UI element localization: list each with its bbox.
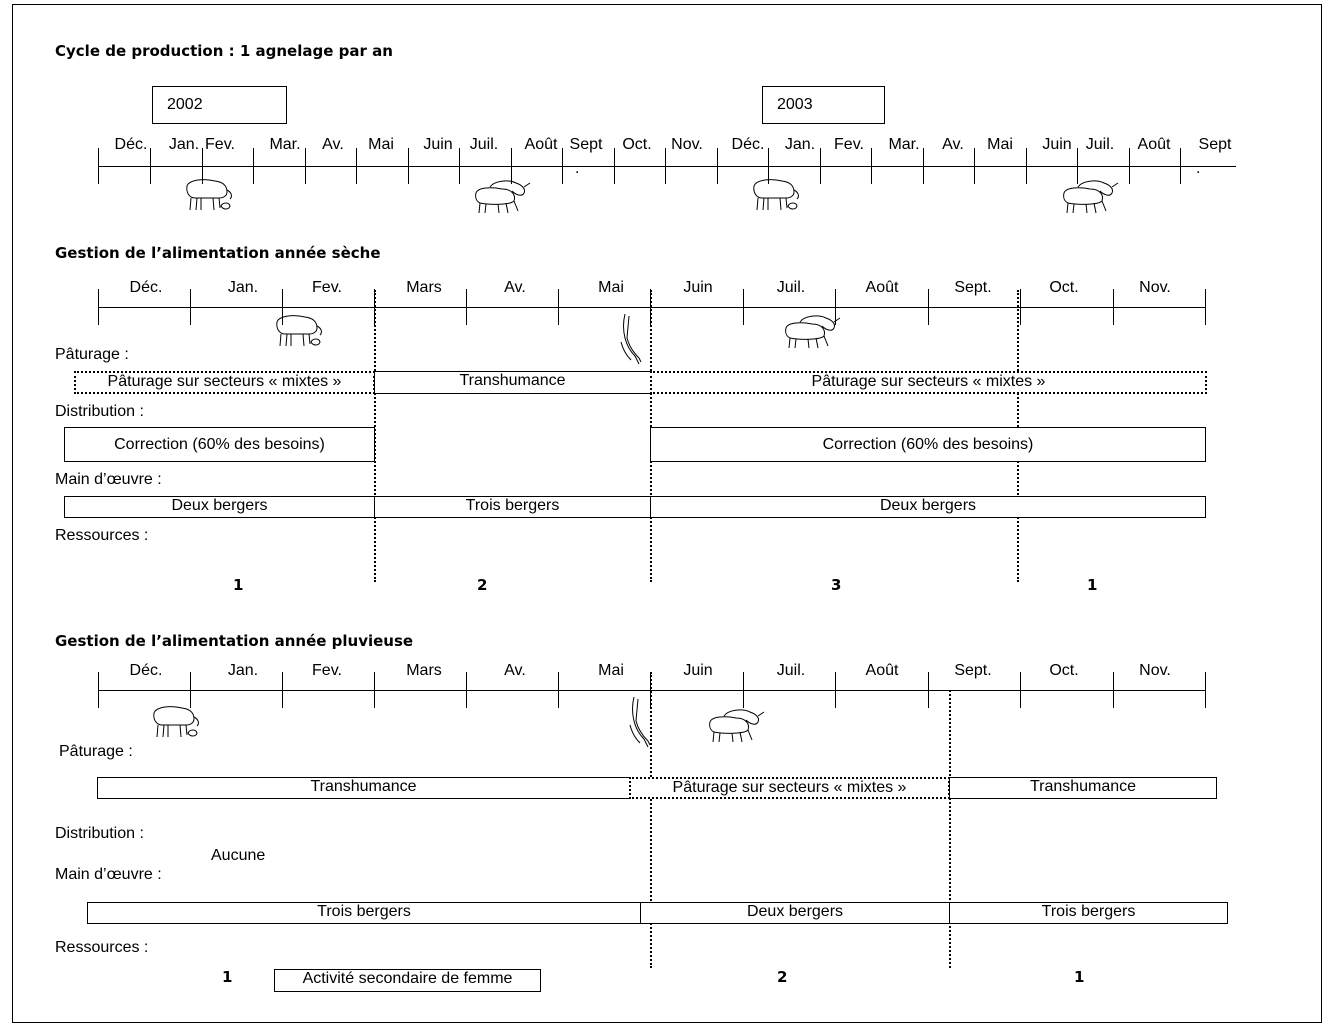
month-label: Av.: [504, 662, 526, 679]
transhumance-box: Transhumance: [97, 777, 630, 799]
lambing-sheep-icon: [273, 312, 325, 350]
month-tick: [928, 672, 929, 708]
paturage-mixtes-box: Pâturage sur secteurs « mixtes »: [650, 371, 1207, 394]
ressources-label: Ressources :: [55, 939, 149, 956]
month-tick: [98, 148, 99, 184]
distribution-label: Distribution :: [55, 825, 144, 842]
month-label: Sept: [569, 136, 603, 153]
month-tick: [1113, 289, 1114, 325]
month-label: Oct.: [1049, 279, 1079, 296]
month-label: Mars: [406, 279, 442, 296]
month-label: Fev.: [312, 662, 342, 679]
distribution-value: Aucune: [211, 847, 266, 864]
resource-number: 1: [1074, 968, 1085, 986]
month-tick: [558, 289, 559, 325]
resource-number: 1: [222, 968, 233, 986]
month-label: Déc.: [114, 136, 148, 153]
sept-dot: .: [575, 160, 580, 177]
dry-timeline-axis: [98, 307, 1206, 308]
month-tick: [374, 672, 375, 708]
month-tick: [835, 672, 836, 708]
secondary-activity-box: Activité secondaire de femme: [274, 969, 541, 992]
main-oeuvre-label: Main d’œuvre :: [55, 866, 162, 883]
main-oeuvre-label: Main d’œuvre :: [55, 471, 162, 488]
month-tick: [98, 672, 99, 708]
mating-sheep-icon: [470, 177, 532, 215]
month-tick: [743, 289, 744, 325]
month-label: Mai: [598, 279, 624, 296]
month-label: Jan.: [227, 662, 259, 679]
dry-year-title: Gestion de l’alimentation année sèche: [55, 244, 381, 262]
mating-sheep-icon: [704, 706, 766, 744]
correction-box: Correction (60% des besoins): [650, 427, 1206, 462]
month-label: Juin: [423, 136, 453, 153]
month-label: Av.: [504, 279, 526, 296]
month-tick: [1205, 672, 1206, 708]
month-label: Déc.: [129, 279, 163, 296]
month-label: Fev.: [834, 136, 864, 153]
lambing-sheep-icon: [750, 176, 802, 214]
wet-timeline-axis: [98, 690, 1206, 691]
resource-number: 1: [1087, 576, 1098, 594]
month-label: Jan.: [784, 136, 816, 153]
shepherds-box: Trois bergers: [374, 496, 651, 518]
month-label: Oct.: [622, 136, 652, 153]
weaning-lamb-icon: [626, 695, 652, 751]
month-tick: [98, 289, 99, 325]
month-label: Mai: [987, 136, 1013, 153]
month-label: Août: [865, 662, 899, 679]
month-tick: [190, 289, 191, 325]
month-label: Mai: [598, 662, 624, 679]
month-label: Sept.: [954, 662, 992, 679]
month-label: Août: [865, 279, 899, 296]
lambing-sheep-icon: [183, 176, 235, 214]
year-2003-box: [762, 86, 885, 124]
month-label: Déc.: [731, 136, 765, 153]
month-label: Mar.: [888, 136, 920, 153]
month-tick: [1205, 289, 1206, 325]
shepherds-box: Deux bergers: [64, 496, 375, 518]
month-tick: [1113, 672, 1114, 708]
resource-number: 2: [477, 576, 488, 594]
month-tick: [282, 672, 283, 708]
month-label: Juil.: [776, 662, 806, 679]
shepherds-box: Deux bergers: [640, 902, 950, 924]
weaning-lamb-icon: [617, 312, 643, 368]
resource-number: 2: [777, 968, 788, 986]
sept-dot: .: [1196, 160, 1201, 177]
year-label: 2002: [167, 96, 203, 113]
month-label: Sept.: [954, 279, 992, 296]
month-label: Juil.: [776, 279, 806, 296]
month-label: Nov.: [1139, 279, 1171, 296]
month-tick: [466, 289, 467, 325]
month-tick: [558, 672, 559, 708]
month-label: Mai: [368, 136, 394, 153]
shepherds-box: Trois bergers: [949, 902, 1228, 924]
resource-number: 1: [233, 576, 244, 594]
distribution-label: Distribution :: [55, 403, 144, 420]
month-tick: [466, 672, 467, 708]
mating-sheep-icon: [1058, 177, 1120, 215]
month-label: Sept: [1198, 136, 1232, 153]
cycle-title: Cycle de production : 1 agnelage par an: [55, 42, 393, 60]
month-label: Av.: [322, 136, 344, 153]
month-tick: [1020, 289, 1021, 325]
transhumance-box: Transhumance: [374, 371, 651, 394]
month-label: Juil.: [1085, 136, 1115, 153]
month-tick: [928, 289, 929, 325]
paturage-label: Pâturage :: [59, 743, 133, 760]
month-tick: [253, 148, 254, 184]
wet-year-title: Gestion de l’alimentation année pluvieuse: [55, 632, 414, 650]
month-label: Jan.: [168, 136, 200, 153]
month-label: Août: [524, 136, 558, 153]
month-label: Juin: [683, 662, 713, 679]
lambing-sheep-icon: [150, 703, 202, 741]
paturage-mixtes-box: Pâturage sur secteurs « mixtes »: [629, 777, 950, 799]
month-tick: [743, 672, 744, 708]
paturage-label: Pâturage :: [55, 346, 129, 363]
month-label: Mars: [406, 662, 442, 679]
month-label: Fev.: [312, 279, 342, 296]
month-label: Fev.: [205, 136, 235, 153]
month-label: Oct.: [1049, 662, 1079, 679]
month-label: Juin: [683, 279, 713, 296]
mating-sheep-icon: [780, 312, 842, 350]
month-label: Août: [1137, 136, 1171, 153]
cycle-timeline-axis: [98, 166, 1236, 167]
month-label: Déc.: [129, 662, 163, 679]
resource-number: 3: [831, 576, 842, 594]
month-label: Juil.: [469, 136, 499, 153]
month-label: Nov.: [671, 136, 703, 153]
month-label: Nov.: [1139, 662, 1171, 679]
paturage-mixtes-box: Pâturage sur secteurs « mixtes »: [74, 371, 375, 394]
month-label: Av.: [942, 136, 964, 153]
correction-box: Correction (60% des besoins): [64, 427, 375, 462]
month-label: Juin: [1042, 136, 1072, 153]
period-divider: [949, 690, 951, 968]
shepherds-box: Deux bergers: [650, 496, 1206, 518]
year-label: 2003: [777, 96, 813, 113]
shepherds-box: Trois bergers: [87, 902, 641, 924]
month-tick: [1020, 672, 1021, 708]
month-label: Jan.: [227, 279, 259, 296]
month-label: Mar.: [269, 136, 301, 153]
transhumance-box: Transhumance: [949, 777, 1217, 799]
year-2002-box: [152, 86, 287, 124]
ressources-label: Ressources :: [55, 527, 149, 544]
